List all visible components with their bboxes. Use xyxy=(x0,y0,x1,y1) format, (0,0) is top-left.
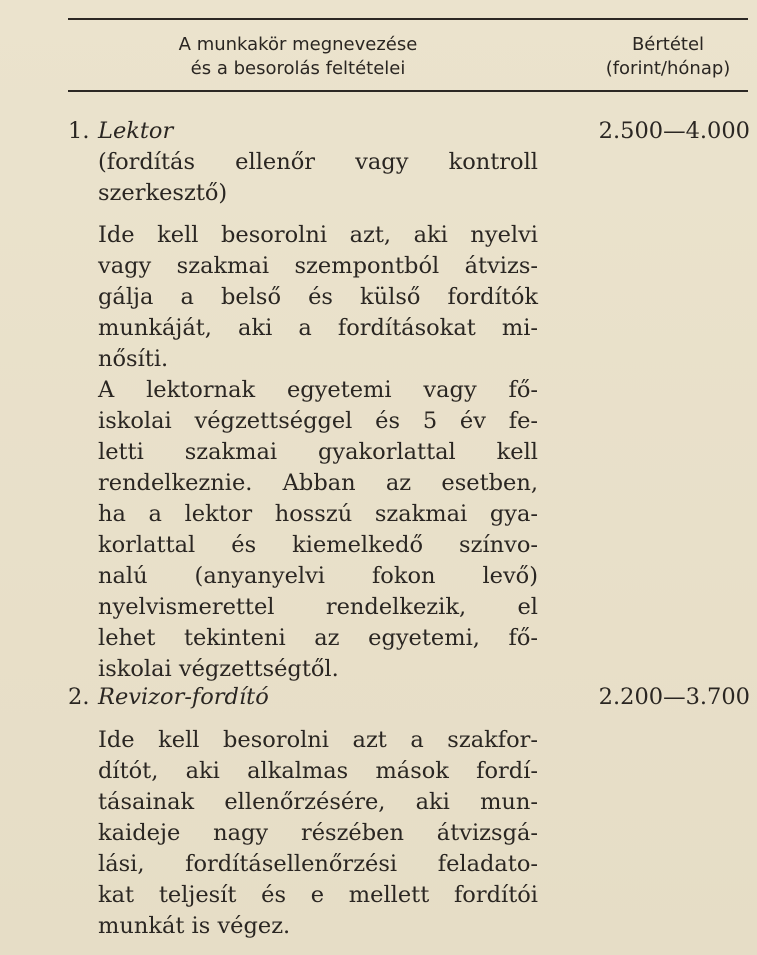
paragraph-line: A lektornak egyetemi vagy fő- xyxy=(98,377,538,403)
paragraph-line: iskolai végzettségtől. xyxy=(98,656,339,682)
table-top-rule xyxy=(68,18,748,20)
paragraph-line: lási, fordításellenőrzési feladato- xyxy=(98,851,538,877)
item-2-heading xyxy=(68,682,558,713)
paragraph-line: munkát is végez. xyxy=(98,913,291,939)
item-1-title: Lektor xyxy=(98,118,174,144)
paragraph-line: letti szakmai gyakorlattal kell xyxy=(98,439,538,465)
paragraph-line: nősíti. xyxy=(98,346,169,372)
paragraph-line: kaideje nagy részében átvizsgá- xyxy=(98,820,538,846)
paragraph-line: rendelkeznie. Abban az esetben, xyxy=(98,470,538,496)
item-1-salary: 2.500—4.000 xyxy=(598,118,750,144)
paragraph-line: tásainak ellenőrzésére, aki mun- xyxy=(98,789,538,815)
paragraph-line: korlattal és kiemelkedő színvo- xyxy=(98,532,538,558)
paragraph-line: ha a lektor hosszú szakmai gya- xyxy=(98,501,538,527)
table-header-rule xyxy=(68,90,748,92)
item-1-number: 1. xyxy=(68,118,90,144)
header-col2-line2: (forint/hónap) xyxy=(605,58,731,79)
header-col2-line1: Bértétel xyxy=(631,34,705,55)
paragraph-line: dítót, aki alkalmas mások fordí- xyxy=(98,758,538,784)
header-salary-column xyxy=(582,33,754,81)
item-1-subtitle xyxy=(98,147,538,209)
paragraph-line: Ide kell besorolni azt, aki nyelvi xyxy=(98,222,538,248)
item-1-subtitle-line: szerkesztő) xyxy=(98,180,228,206)
paragraph-line: nalú (anyanyelvi fokon levő) xyxy=(98,563,538,589)
item-1-subtitle-line: (fordítás ellenőr vagy kontroll xyxy=(98,149,538,175)
paragraph-line: vagy szakmai szempontból átvizs- xyxy=(98,253,538,279)
item-2-paragraph-1 xyxy=(98,725,538,942)
header-col1-line2: és a besorolás feltételei xyxy=(190,58,406,79)
paragraph-line: kat teljesít és e mellett fordítói xyxy=(98,882,538,908)
item-1-heading xyxy=(68,116,558,147)
item-1-paragraph-1 xyxy=(98,220,538,375)
item-2-title: Revizor-fordító xyxy=(98,684,269,710)
paragraph-line: nyelvismerettel rendelkezik, el xyxy=(98,594,538,620)
paragraph-line: iskolai végzettséggel és 5 év fe- xyxy=(98,408,538,434)
item-2-number: 2. xyxy=(68,684,90,710)
paragraph-line: lehet tekinteni az egyetemi, fő- xyxy=(98,625,538,651)
header-col1-line1: A munkakör megnevezése xyxy=(178,34,418,55)
item-1-paragraph-2 xyxy=(98,375,538,685)
item-2-salary: 2.200—3.700 xyxy=(598,684,750,710)
header-job-title-column xyxy=(128,33,468,81)
paragraph-line: Ide kell besorolni azt a szakfor- xyxy=(98,727,538,753)
paragraph-line: munkáját, aki a fordításokat mi- xyxy=(98,315,538,341)
paragraph-line: gálja a belső és külső fordítók xyxy=(98,284,538,310)
